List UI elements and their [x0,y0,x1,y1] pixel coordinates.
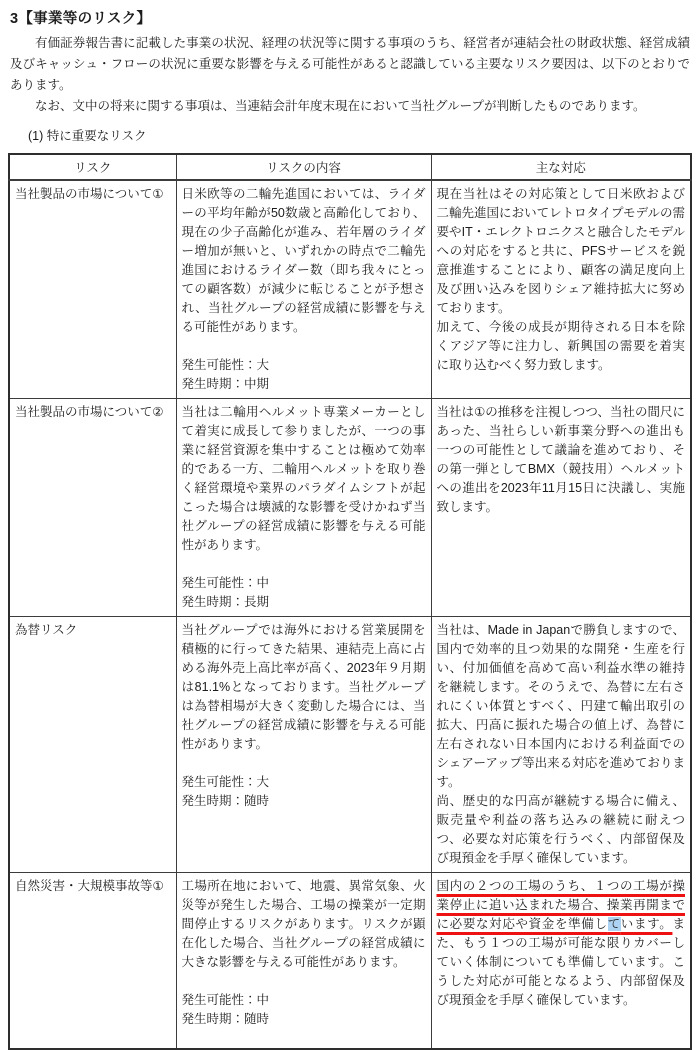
risk-content: 日米欧等の二輪先進国においては、ライダーの平均年齢が50数歳と高齢化しており、現在の少子高齢化が進み、若年層のライダー増加が無いと、いずれかの時点で二輪先進国におけるライダー数（即ち我々にとっての顧客数）が減少に転じることが予想され、当社グループの経営成績に影響を与える可能性があります。 [181,187,426,334]
risk-timing: 発生時期：随時 [181,794,270,808]
table-row [9,617,691,873]
risk-probability: 発生可能性：大 [181,775,270,789]
risk-content: 工場所在地において、地震、異常気象、火災等が発生した場合、工場の操業が一定期間停止するリスクがあります。リスクが顕在化した場合、当社グループの経営成績に大きな影響を与える可能性があります。 [181,879,426,969]
column-header-content: リスクの内容 [176,154,431,180]
risk-content-cell [176,873,431,1049]
risk-name-cell [9,399,176,617]
table-row [9,180,691,399]
risk-meta [182,773,426,811]
risk-response: 現在当社はその対応策として日米欧および二輪先進国においてレトロタイプモデルの需要やIT・エレクトロニクスと融合したモデルへの対応をすると共に、PFSサービスを鋭意推進することにより、顧客の満足度向上及び囲い込みを図りシェア維持拡大に努めております。 加えて、今後の成長が期待される日本を除くアジア等に注力し、新興国の需要を着実に取り込むべく努力致します。 [436,187,685,372]
risk-table [8,153,692,1050]
page-title: 3【事業等のリスク】 [10,11,152,27]
risk-name-cell [9,617,176,873]
risk-content-cell [176,180,431,399]
intro-paragraph-1: 有価証券報告書に記載した事業の状況、経理の状況等に関する事項のうち、経営者が連結会社の財政状態、経営成績及びキャッシュ・フローの状況に重要な影響を与える可能性があると認識している主要なリスク要因は、以下のとおりであります。 [10,36,690,92]
risk-content-cell [176,617,431,873]
risk-content: 当社は二輪用ヘルメット専業メーカーとして着実に成長して参りましたが、一つの事業に経営資源を集中することは極めて効率的である一方、二輪用ヘルメットを取り巻く経営環境や業界のパラダイムシフトが起こった場合は壊滅的な影響を受けかねず当社グループの経営成績に影響を与える可能性があります。 [181,405,426,552]
column-header-risk: リスク [9,154,176,180]
risk-timing: 発生時期：長期 [181,595,270,609]
table-row [9,399,691,617]
risk-probability: 発生可能性：中 [181,993,270,1007]
risk-name-cell [9,873,176,1049]
risk-name: 当社製品の市場について① [15,187,164,201]
risk-response-text: また、もう１つの工場が可能な限りカバーしていく体制についても準備しています。こうした対応が可能となるよう、内部留保及び現預金を手厚く確保しています。 [436,917,685,1007]
risk-name: 当社製品の市場について② [15,405,164,419]
risk-response: 当社は①の推移を注視しつつ、当社の間尺にあった、当社らしい新事業分野への進出も一つの可能性として議論を進めており、その第一弾としてBMX（競技用）ヘルメットへの進出を2023年11月15日に決議し、実施致します。 [436,405,685,514]
risk-content: 当社グループでは海外における営業展開を積極的に行ってきた結果、連結売上高に占める海外売上高比率が高く、2023年９月期は81.1%となっております。当社グループは為替相場が大きく変動した場合には、当社グループの経営成績に影響を与える可能性があります。 [181,623,426,751]
table-row [9,873,691,1049]
risk-timing: 発生時期：中期 [181,377,270,391]
risk-meta [182,356,426,394]
risk-table-header [9,154,691,180]
intro-paragraph-2: なお、文中の将来に関する事項は、当連結会計年度末現在において当社グループが判断したものであります。 [35,99,646,113]
risk-response-cell [431,873,691,1049]
red-underlined-highlighted-text: て [607,917,621,931]
risk-response-annotated [437,877,686,1010]
red-underlined-text: 国内の２つの工場のうち、１つの工場が操業停止に追い込まれた場合、操業再開までに必要な対応や資金を準備し [436,879,685,931]
risk-response-cell [431,399,691,617]
column-header-response: 主な対応 [431,154,691,180]
section-label: (1) 特に重要なリスク [28,129,147,143]
risk-meta [182,991,426,1029]
risk-response: 当社は、Made in Japanで勝負しますので、国内で効率的且つ効果的な開発・生産を行い、付加価値を高めて高い利益水準の維持を継続します。そのうえで、為替に左右されにくい体質とすべく、円建て輸出取引の拡大、円高に振れた場合の値上げ、為替に左右されない日本国内における利益面でのシェアーアップ等出来る対応を進めております。 尚、歴史的な円高が継続する場合に備え、販売量や利益の落ち込みの継続に耐えつつ、必要な対応策を行うべく、内部留保及び現預金を手厚く確保しています。 [436,623,685,865]
risk-response-cell [431,180,691,399]
risk-name-cell [9,180,176,399]
risk-name: 為替リスク [15,623,78,637]
risk-content-cell [176,399,431,617]
risk-name: 自然災害・大規模事故等① [15,879,164,893]
red-underlined-text: います。 [620,917,673,931]
risk-meta [182,574,426,612]
risk-timing: 発生時期：随時 [181,1012,270,1026]
risk-probability: 発生可能性：大 [181,358,270,372]
risk-probability: 発生可能性：中 [181,576,270,590]
risk-response-cell [431,617,691,873]
